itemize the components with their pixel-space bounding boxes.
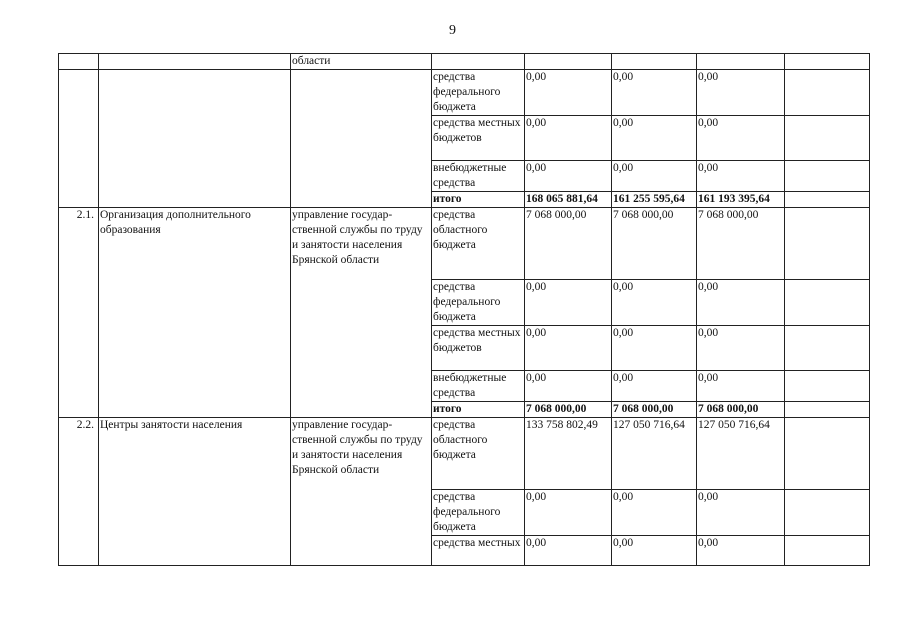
cell-empty bbox=[432, 54, 525, 70]
cell-empty bbox=[785, 70, 870, 116]
continued-header-row bbox=[59, 54, 870, 70]
value-year-3: 0,00 bbox=[697, 280, 785, 326]
value-year-1: 168 065 881,64 bbox=[525, 192, 612, 208]
responsible-manager: управление государ-ственной службы по труду и занятости населения Брянской области bbox=[291, 208, 432, 418]
value-year-1: 0,00 bbox=[525, 280, 612, 326]
cell-empty bbox=[59, 54, 99, 70]
cell-empty bbox=[785, 402, 870, 418]
value-year-2: 0,00 bbox=[612, 371, 697, 402]
value-year-2: 0,00 bbox=[612, 280, 697, 326]
funding-source: средства федерального бюджета bbox=[432, 70, 525, 116]
value-year-1: 133 758 802,49 bbox=[525, 418, 612, 490]
value-year-3: 0,00 bbox=[697, 536, 785, 566]
value-year-3: 0,00 bbox=[697, 326, 785, 371]
value-year-1: 0,00 bbox=[525, 371, 612, 402]
value-year-2: 7 068 000,00 bbox=[612, 208, 697, 280]
value-year-3: 161 193 395,64 bbox=[697, 192, 785, 208]
funding-source: средства местных bbox=[432, 536, 525, 566]
page-number: 9 bbox=[449, 23, 456, 38]
cell-empty bbox=[785, 280, 870, 326]
budget-table bbox=[58, 53, 870, 566]
value-year-3: 7 068 000,00 bbox=[697, 402, 785, 418]
funding-source: средства федерального бюджета bbox=[432, 490, 525, 536]
funding-source: средства областного бюджета bbox=[432, 208, 525, 280]
value-year-3: 0,00 bbox=[697, 70, 785, 116]
manager-cell: области bbox=[291, 54, 432, 70]
value-year-1: 0,00 bbox=[525, 326, 612, 371]
cell-empty bbox=[785, 116, 870, 161]
responsible-manager: управление государ-ственной службы по труду и занятости населения Брянской области bbox=[291, 418, 432, 566]
funding-source: средства местных бюджетов bbox=[432, 326, 525, 371]
cell-empty bbox=[697, 54, 785, 70]
funding-source: итого bbox=[432, 402, 525, 418]
funding-source: внебюджетные средства bbox=[432, 161, 525, 192]
cell-empty bbox=[785, 418, 870, 490]
section-number: 2.1. bbox=[59, 208, 99, 418]
cell-empty bbox=[785, 326, 870, 371]
value-year-1: 7 068 000,00 bbox=[525, 402, 612, 418]
value-year-2: 0,00 bbox=[612, 161, 697, 192]
value-year-2: 7 068 000,00 bbox=[612, 402, 697, 418]
value-year-2: 0,00 bbox=[612, 536, 697, 566]
value-year-3: 0,00 bbox=[697, 371, 785, 402]
funding-source: итого bbox=[432, 192, 525, 208]
value-year-3: 127 050 716,64 bbox=[697, 418, 785, 490]
cell-empty bbox=[785, 54, 870, 70]
value-year-3: 0,00 bbox=[697, 116, 785, 161]
table-row bbox=[59, 70, 870, 116]
value-year-2: 0,00 bbox=[612, 70, 697, 116]
cell-empty bbox=[291, 70, 432, 208]
cell-empty bbox=[59, 70, 99, 208]
value-year-2: 127 050 716,64 bbox=[612, 418, 697, 490]
cell-empty bbox=[785, 536, 870, 566]
value-year-2: 0,00 bbox=[612, 116, 697, 161]
cell-empty bbox=[785, 161, 870, 192]
value-year-2: 161 255 595,64 bbox=[612, 192, 697, 208]
cell-empty bbox=[612, 54, 697, 70]
value-year-2: 0,00 bbox=[612, 326, 697, 371]
value-year-3: 0,00 bbox=[697, 490, 785, 536]
cell-empty bbox=[525, 54, 612, 70]
funding-source: внебюджетные средства bbox=[432, 371, 525, 402]
value-year-3: 0,00 bbox=[697, 161, 785, 192]
section-number: 2.2. bbox=[59, 418, 99, 566]
table-row bbox=[59, 418, 870, 490]
cell-empty bbox=[99, 54, 291, 70]
cell-empty bbox=[785, 490, 870, 536]
cell-empty bbox=[785, 208, 870, 280]
value-year-1: 7 068 000,00 bbox=[525, 208, 612, 280]
funding-source: средства местных бюджетов bbox=[432, 116, 525, 161]
cell-empty bbox=[785, 371, 870, 402]
value-year-1: 0,00 bbox=[525, 116, 612, 161]
value-year-1: 0,00 bbox=[525, 161, 612, 192]
value-year-1: 0,00 bbox=[525, 490, 612, 536]
table-row bbox=[59, 208, 870, 280]
funding-source: средства областного бюджета bbox=[432, 418, 525, 490]
cell-empty bbox=[99, 70, 291, 208]
cell-empty bbox=[785, 192, 870, 208]
value-year-1: 0,00 bbox=[525, 536, 612, 566]
funding-source: средства федерального бюджета bbox=[432, 280, 525, 326]
section-name: Центры занятости населения bbox=[99, 418, 291, 566]
value-year-3: 7 068 000,00 bbox=[697, 208, 785, 280]
value-year-1: 0,00 bbox=[525, 70, 612, 116]
value-year-2: 0,00 bbox=[612, 490, 697, 536]
section-name: Организация дополнительного образования bbox=[99, 208, 291, 418]
